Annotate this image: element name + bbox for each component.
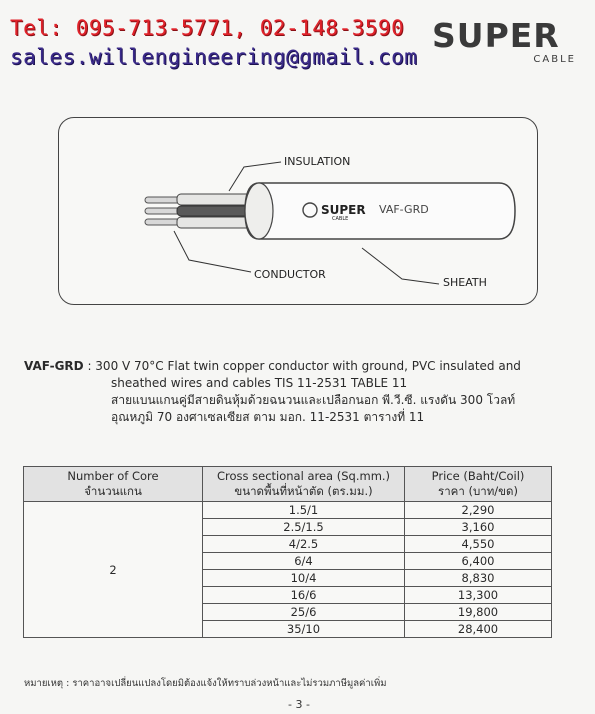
table-row (24, 502, 552, 519)
price-cell: 6,400 (405, 553, 552, 570)
super-cable-logo (432, 16, 582, 65)
product-code: VAF-GRD (24, 359, 84, 373)
spec-line-1 (24, 358, 574, 375)
sheath-leader (362, 248, 439, 284)
col-header-area (203, 467, 405, 502)
price-cell: 8,830 (405, 570, 552, 587)
area-cell: 4/2.5 (203, 536, 405, 553)
spec-line-3: สายแบนแกนคู่มีสายดินหุ้มด้วยฉนวนและเปลือกนอก พี.วี.ซี. แรงดัน 300 โวลท์ (111, 393, 516, 407)
conductor-label: CONDUCTOR (254, 268, 326, 281)
core-count-cell: 2 (24, 502, 203, 638)
area-cell: 35/10 (203, 621, 405, 638)
spec-line-1-text: : 300 V 70°C Flat twin copper conductor with ground, PVC insulated and (83, 359, 521, 373)
table-header-row (24, 467, 552, 502)
col-header-price-th: ราคา (บาท/ขด) (438, 484, 518, 498)
area-cell: 1.5/1 (203, 502, 405, 519)
col-header-area-en: Cross sectional area (Sq.mm.) (216, 469, 391, 483)
price-note: หมายเหตุ : ราคาอาจเปลี่ยนแปลงโดยมิต้องแจ้งให้ทราบล่วงหน้าและไม่รวมภาษีมูลค่าเพิ่ม (24, 678, 387, 689)
col-header-core (24, 467, 203, 502)
col-header-price (405, 467, 552, 502)
col-header-core-en: Number of Core (67, 469, 159, 483)
logo-sub: CABLE (533, 54, 576, 65)
phone-number: Tel: 095-713-5771, 02-148-3590 (10, 16, 405, 40)
price-cell: 3,160 (405, 519, 552, 536)
insulation-label: INSULATION (284, 155, 351, 168)
conductor-leader (174, 231, 251, 272)
spec-line-2: sheathed wires and cables TIS 11-2531 TABLE 11 (111, 376, 408, 390)
area-cell: 6/4 (203, 553, 405, 570)
sheath-end (245, 183, 273, 239)
price-table (23, 466, 552, 638)
area-cell: 10/4 (203, 570, 405, 587)
price-cell: 28,400 (405, 621, 552, 638)
logo-word: SUPER (432, 16, 560, 55)
email-address: sales.willengineering@gmail.com (10, 45, 418, 69)
cable-model: VAF-GRD (379, 203, 429, 216)
area-cell: 16/6 (203, 587, 405, 604)
col-header-area-th: ขนาดพื้นที่หน้าตัด (ตร.มม.) (234, 484, 373, 498)
price-cell: 13,300 (405, 587, 552, 604)
product-spec (24, 358, 574, 426)
price-cell: 19,800 (405, 604, 552, 621)
page-number: - 3 - (288, 698, 310, 711)
col-header-price-en: Price (Baht/Coil) (431, 469, 525, 483)
spec-line-4: อุณหภูมิ 70 องศาเซลเซียส ตาม มอก. 11-2531 ตารางที่ 11 (111, 410, 425, 424)
area-cell: 2.5/1.5 (203, 519, 405, 536)
cable-brand-sub: CABLE (332, 216, 349, 222)
area-cell: 25/6 (203, 604, 405, 621)
price-cell: 2,290 (405, 502, 552, 519)
col-header-core-th: จำนวนแกน (84, 484, 142, 498)
sheath-label: SHEATH (443, 276, 487, 289)
cable-diagram (58, 117, 538, 305)
price-cell: 4,550 (405, 536, 552, 553)
cable-brand: SUPER (321, 203, 366, 217)
